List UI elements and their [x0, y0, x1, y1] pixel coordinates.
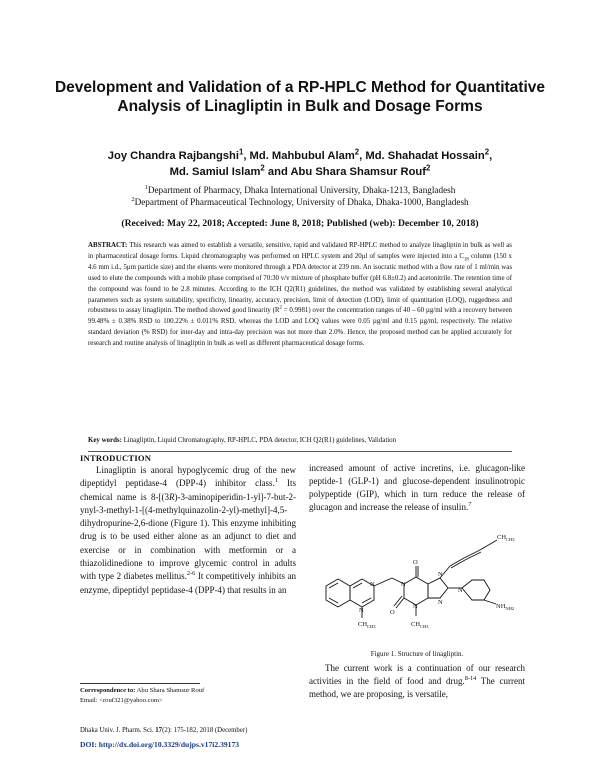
journal-issue: (2): 175-182, 2018 (December) — [162, 727, 248, 734]
affiliations — [40, 184, 560, 208]
body-text: )-3-aminopiperidin-1-yl]-7-but-2-ynyl-3-methyl-1-[(4-methylquinazolin-2-yl)-methyl]-4,5-dihydropurine-2,6-dione (Figure 1). This enzyme inhibiting drug is to be used either alone as an adjunct to diet and exercise or in combination with metformin or a thiazolidinedione to improve glycemic control in adults with type 2 diabetes mellitus. — [80, 491, 296, 582]
chemical-label-ch3: $CH_{CH3}$ — [497, 534, 515, 542]
chemical-label-n: N — [359, 607, 364, 614]
chemical-label-ch3: $CH_{CH3}$ — [411, 621, 429, 629]
keywords-label: Key words: — [88, 437, 122, 444]
affiliation-text: Department of Pharmacy, Dhaka International University, Dhaka-1213, Bangladesh — [147, 185, 456, 195]
linagliptin-structure-figure — [312, 528, 522, 644]
journal-name: Dhaka Univ. J. Pharm. Sci. — [80, 727, 156, 734]
affiliation-mark: 1 — [238, 147, 244, 157]
superscript: 2 — [279, 306, 282, 312]
correspondence-name: Abu Shara Shamsur Rouf — [135, 687, 205, 694]
figure-caption: Figure 1. Structure of linagliptin. — [370, 650, 464, 658]
publication-dates: (Received: May 22, 2018; Accepted: June 8, 2018; Published (web): December 10, 2018) — [121, 218, 479, 229]
abstract-text: = 0.9981) over the concentration ranges of 40 – 60 µg/ml with a recovery between 99.48% ± 0.38% RSD to 100.22% ± 0.011% RSD, whereas the LOD and LOQ values were 0.05 µg/ml and 0.15 µg/ml, respectively. The relative standard deviation (% RSD) for inter-day and intra-day precision was not more than 2.0%. Hence, the proposed method can be applied accurately for research and routine analysis of linagliptin in bulk as well as different pharmaceutical dosage forms. — [88, 307, 512, 348]
journal-volume: 17 — [155, 727, 163, 734]
footnote-divider — [80, 683, 200, 684]
citation: 2-6 — [186, 570, 196, 578]
author-separator: , — [489, 150, 493, 162]
affiliation-1 — [40, 184, 560, 196]
affiliation-mark: 2 — [354, 147, 360, 157]
email-link[interactable]: <rouf321@yahoo.com> — [99, 697, 163, 704]
affiliation-mark: 2 — [131, 195, 135, 203]
citation: 8-14 — [464, 675, 477, 683]
chemical-label-ch3: $CH_{CH3}$ — [358, 621, 376, 629]
section-divider — [88, 451, 512, 452]
citation: 7 — [468, 501, 472, 509]
chemical-label-n: N — [413, 603, 418, 610]
author-name: Md. Samiul Islam — [169, 166, 261, 178]
affiliation-mark: 1 — [144, 183, 148, 191]
body-text: Linagliptin is anoral hypoglycemic drug of the new dipeptidyl peptidase-4 (DPP-4) inhibitor class. — [80, 465, 296, 489]
abstract — [88, 241, 512, 350]
body-text: It competitively inhibits an enzyme, dipeptidyl peptidase-4 (DPP-4) that results in an — [80, 571, 296, 595]
chemical-label-n: N — [370, 581, 375, 588]
author-name: , Md. Shahadat Hossain — [359, 150, 485, 162]
correspondence — [80, 686, 204, 706]
chemical-label-o: O — [413, 559, 418, 566]
subscript: 18 — [463, 257, 469, 263]
correspondence-line — [80, 686, 204, 696]
author-name: Joy Chandra Rajbangshi — [107, 150, 239, 162]
author-name: and Abu Shara Shamsur Rouf — [264, 166, 426, 178]
intro-column-left — [80, 464, 296, 597]
affiliation-mark: 2 — [484, 147, 490, 157]
citation: 1 — [274, 477, 278, 485]
section-heading: INTRODUCTION — [80, 453, 152, 463]
body-text: increased amount of active incretins, i.e. glucagon-like peptide-1 (GLP-1) and glucose-dependent insulinotropic polypeptide (GIP), which in turn reduce the release of glucagon and increase the release of insulin. — [309, 463, 525, 513]
chemical-label-o: O — [390, 609, 395, 616]
abstract-label: ABSTRACT: — [88, 242, 128, 249]
author-line-1 — [40, 148, 560, 164]
author-name: , Md. Mahbubul Alam — [243, 150, 355, 162]
article-title: Development and Validation of a RP-HPLC Method for Quantitative Analysis of Linagliptin in Bulk and Dosage Forms — [54, 79, 545, 115]
chemical-label-n: N — [438, 571, 443, 578]
chemical-label-nh2: $NH_{NH2}$ — [496, 603, 515, 611]
author-list — [40, 148, 560, 180]
body-text: The current work is a continuation of our research activities in the field of food and drug. — [309, 663, 525, 687]
intro-column-right-continued — [309, 662, 525, 701]
journal-citation — [80, 725, 247, 736]
chemical-label-n: N — [438, 599, 443, 606]
stereo-label: R — [169, 491, 175, 502]
author-line-2 — [40, 164, 560, 180]
affiliation-text: Department of Pharmaceutical Technology, University of Dhaka, Dhaka-1000, Bangladesh — [134, 197, 469, 207]
affiliation-mark: 2 — [425, 163, 431, 173]
abstract-text: column (150 x 4.6 mm i.d., 5μm particle size) and the eluents were monitored through a PDA detector at 239 nm. An isocratic method with a flow rate of 1 ml/min was used to elute the compounds with a mobile phase comprised of 70:30 v/v mixture of phosphate buffer (pH 6.8±0.2) and acetonitrile. The retention time of the compound was found to be 2.8 minutes. According to the ICH Q2(R1) guidelines, the method was validated by establishing several analytical parameters such as system suitability, specificity, linearity, accuracy, precision, limit of detection (LOD), limit of quantitation (LOQ), ruggedness and robustness to assay linagliptin. The method showed good linearity (R — [88, 252, 513, 315]
email-label: Email: — [80, 697, 100, 704]
abstract-text: This research was aimed to establish a versatile, sensitive, rapid and validated RP-HPLC method to analyze linagliptin in bulk as well as in pharmaceutical dosage forms. Liquid chromatography was performed on HPLC system and 20μl of samples were injected into a C — [88, 242, 512, 260]
affiliation-mark: 2 — [260, 163, 265, 173]
correspondence-label: Correspondence to: — [80, 687, 136, 694]
doi-link[interactable]: DOI: http://dx.doi.org/10.3329/dujps.v17i2.39173 — [80, 740, 240, 749]
body-text: Its chemical name is 8-[(3 — [80, 478, 297, 502]
chemical-label-n: N — [401, 581, 406, 588]
keywords-text: Linagliptin, Liquid Chromatography, RP-HPLC, PDA detector, ICH Q2(R1) guidelines, Validation — [121, 437, 397, 444]
body-text: The current method, we are proposing, is versatile, — [309, 676, 525, 700]
affiliation-2 — [40, 196, 560, 208]
intro-column-right — [309, 462, 525, 514]
keywords — [88, 436, 512, 446]
chemical-label-n: N — [458, 587, 463, 594]
email-line — [80, 696, 204, 706]
